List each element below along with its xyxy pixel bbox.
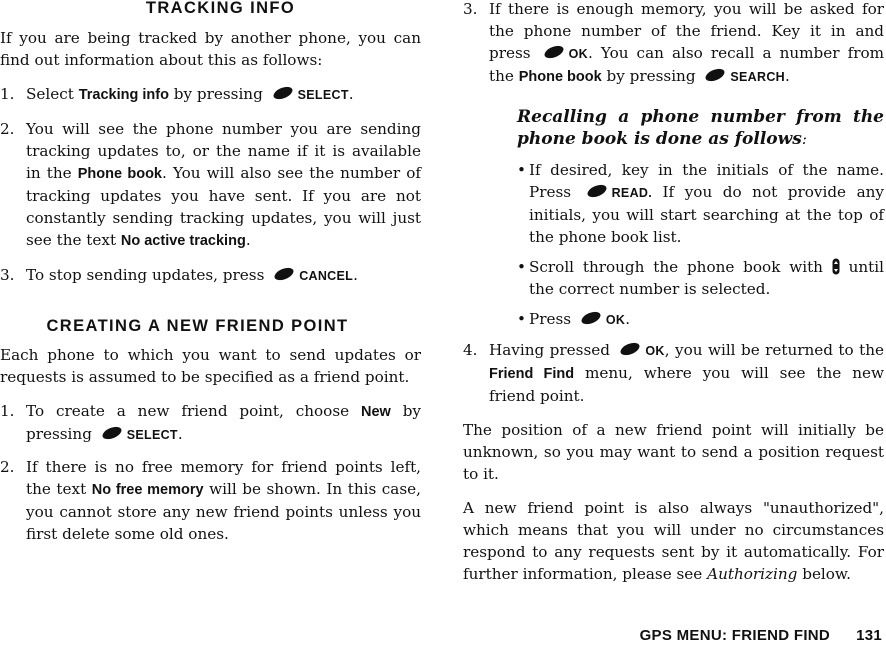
step-number: 1. bbox=[0, 402, 15, 420]
cancel-key-label: CANCEL bbox=[299, 269, 354, 283]
softkey-icon bbox=[580, 311, 602, 325]
ok-key-label: OK bbox=[645, 344, 665, 358]
recall-heading: Recalling a phone number from the phone book is done as follows: bbox=[517, 107, 884, 149]
scroll-key-icon bbox=[832, 258, 840, 275]
right-column bbox=[463, 0, 884, 585]
tracking-intro: If you are being tracked by another phone, you can find out information about this as follows: bbox=[0, 29, 421, 69]
tracking-step-3: 3. To stop sending updates, press CANCEL. bbox=[0, 264, 421, 287]
create-step-3: 3. If there is enough memory, you will be asked for the phone number of the friend. Key it in and press OK. You can also recall a number from the Phone book by pressing SEARCH. bbox=[463, 0, 884, 88]
recall-bullet-3: • Press OK. bbox=[517, 310, 631, 328]
create-step-1: 1. To create a new friend point, choose New by pressing SELECT. bbox=[0, 400, 421, 446]
no-free-memory-label: No free memory bbox=[91, 482, 204, 498]
no-active-tracking-label: No active tracking bbox=[120, 233, 246, 249]
ok-key-label: OK bbox=[605, 313, 626, 327]
softkey-icon bbox=[586, 184, 608, 198]
position-paragraph: The position of a new friend point will initially be unknown, so you may want to send a position request to it. bbox=[463, 421, 884, 483]
step-number: 3. bbox=[0, 266, 15, 284]
friend-find-label: Friend Find bbox=[489, 366, 575, 382]
step-number: 3. bbox=[463, 0, 478, 18]
left-column bbox=[0, 0, 421, 545]
recall-steps bbox=[517, 159, 884, 331]
recall-bullet-1: • If desired, key in the initials of the name. Press READ. If you do not provide any initials, you will start searching at the top of the phone book list. bbox=[517, 161, 884, 246]
select-key-label: SELECT bbox=[126, 428, 178, 442]
page-number: 131 bbox=[856, 627, 882, 644]
softkey-icon bbox=[272, 86, 294, 100]
ok-key-label: OK bbox=[568, 47, 588, 61]
create-intro: Each phone to which you want to send updates or requests is assumed to be specified as a friend point. bbox=[0, 346, 421, 386]
tracking-step-1: 1. Select Tracking info by pressing SELECT. bbox=[0, 83, 421, 106]
read-key-label: READ. bbox=[611, 186, 653, 200]
softkey-icon bbox=[704, 68, 726, 82]
create-step-4: 4. Having pressed OK, you will be returned to the Friend Find menu, where you will see the new friend point. bbox=[463, 341, 884, 405]
step-number: 4. bbox=[463, 341, 478, 359]
tracking-step-2: 2. You will see the phone number you are sending tracking updates to, or the name if it is available in the Phone book. You will also see the number of tracking updates you have sent. If you are not constantly sending tracking updates, you will just see the text No active tracking. bbox=[0, 118, 421, 252]
step-number: 1. bbox=[0, 85, 15, 103]
creating-friend-point-heading: CREATING A NEW FRIEND POINT bbox=[46, 317, 349, 335]
softkey-icon bbox=[543, 45, 565, 59]
softkey-icon bbox=[101, 426, 123, 440]
select-key-label: SELECT bbox=[297, 88, 349, 102]
search-key-label: SEARCH bbox=[730, 70, 785, 84]
menu-item-tracking-info: Tracking info bbox=[78, 87, 169, 103]
tracking-info-heading: TRACKING INFO bbox=[145, 0, 296, 17]
authorizing-reference: Authorizing bbox=[707, 565, 798, 583]
phone-book-label: Phone book bbox=[77, 166, 162, 182]
create-step-2: 2. If there is no free memory for friend points left, the text No free memory will be shown. In this case, you cannot store any new friend points unless you first delete some old ones. bbox=[0, 458, 421, 543]
phone-book-label: Phone book bbox=[518, 69, 602, 85]
softkey-icon bbox=[273, 267, 295, 281]
unauthorized-paragraph: A new friend point is also always "unauthorized", which means that you will under no circumstances respond to any requests sent by it automatically. For further information, please see Authorizing below. bbox=[463, 499, 884, 583]
recall-bullet-2: • Scroll through the phone book with until the correct number is selected. bbox=[517, 258, 885, 298]
softkey-icon bbox=[619, 342, 641, 356]
footer-section-title: GPS MENU: FRIEND FIND bbox=[639, 627, 831, 644]
menu-item-new: New bbox=[360, 404, 391, 420]
step-number: 2. bbox=[0, 120, 15, 138]
page-footer bbox=[640, 627, 882, 644]
step-number: 2. bbox=[0, 458, 15, 476]
